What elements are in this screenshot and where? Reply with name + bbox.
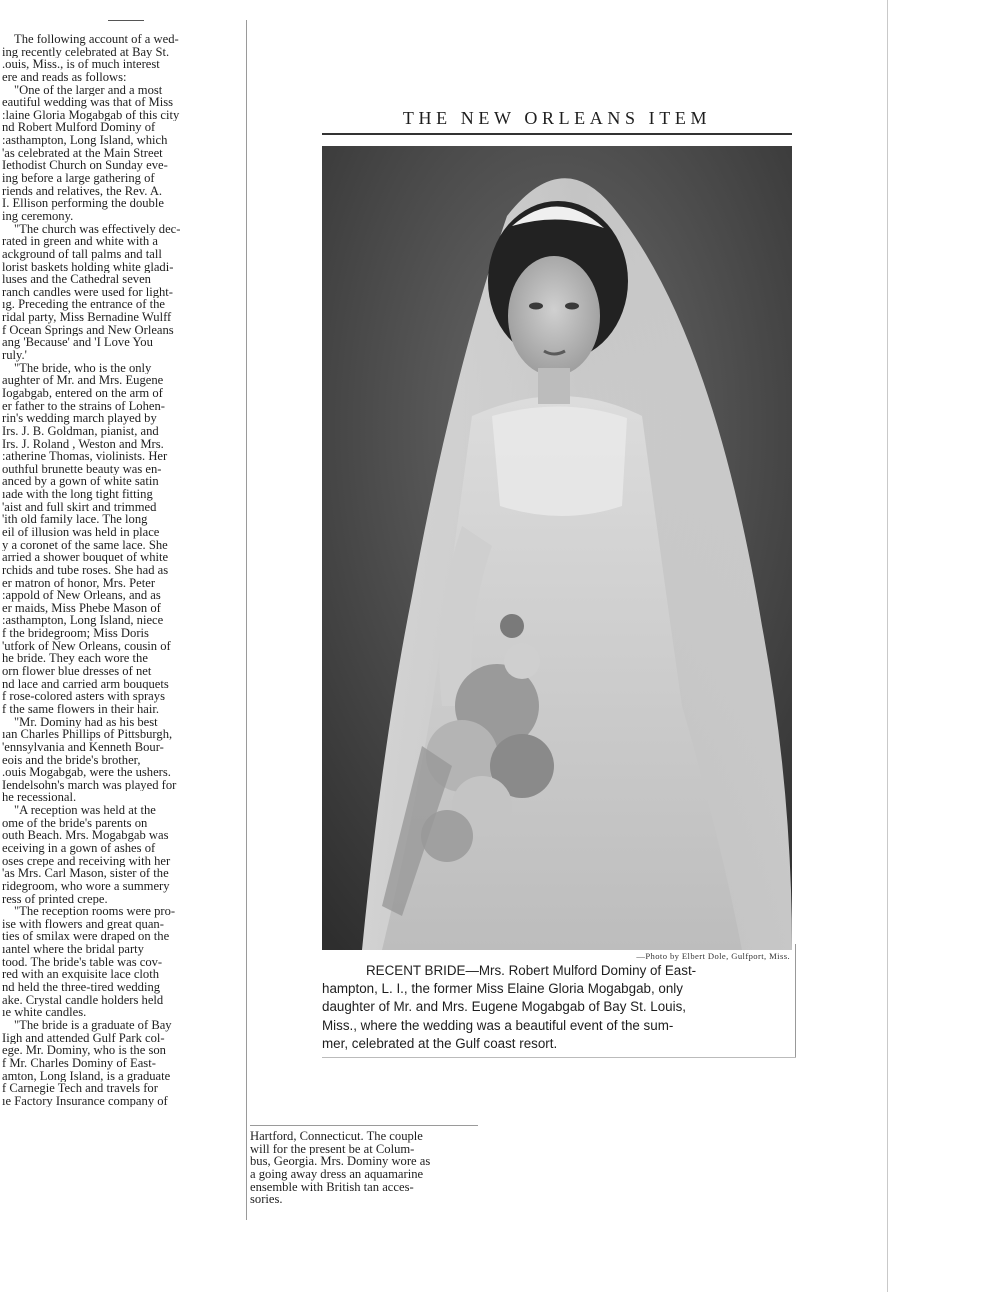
- photo-credit: —Photo by Elbert Dole, Gulfport, Miss.: [636, 951, 790, 961]
- text-line: f the bridegroom; Miss Doris: [2, 627, 149, 640]
- masthead-rule: [322, 133, 792, 135]
- article-top-rule: [108, 20, 144, 21]
- text-line: "One of the larger and a most: [14, 83, 163, 97]
- text-line: f Ocean Springs and New Orleans: [2, 323, 174, 337]
- text-line: 'as celebrated at the Main Street: [2, 146, 163, 160]
- text-line: outh Beach. Mrs. Mogabgab was: [2, 829, 169, 842]
- caption-bottom-rule: [322, 1057, 796, 1058]
- text-line: ridal party, Miss Bernadine Wulff: [2, 311, 172, 324]
- text-line: ıe white candles.: [2, 1006, 87, 1019]
- text-line: ensemble with British tan acces-: [250, 1180, 414, 1194]
- text-line: ridegroom, who wore a summery: [2, 879, 170, 893]
- caption-line: Miss., where the wedding was a beautiful event of the sum-: [322, 1017, 674, 1033]
- text-line: 'ith old family lace. The long: [2, 513, 148, 526]
- text-line: ang 'Because' and 'I Love You: [2, 336, 153, 350]
- text-line: lorist baskets holding white gladi-: [2, 260, 174, 274]
- text-line: ranch candles were used for light-: [2, 285, 173, 299]
- text-line: "The church was effectively dec-: [14, 222, 181, 236]
- text-line: The following account of a wed-: [14, 33, 179, 46]
- bride-photograph: [322, 146, 792, 950]
- text-line: will for the present be at Colum-: [250, 1142, 415, 1156]
- text-line: ress of printed crepe.: [2, 892, 108, 906]
- text-line: ıan Charles Phillips of Pittsburgh,: [2, 728, 173, 741]
- text-line: ıantel where the bridal party: [2, 943, 144, 956]
- text-line: ruly.': [2, 349, 27, 362]
- text-line: orn flower blue dresses of net: [2, 665, 152, 678]
- text-line: Iigh and attended Gulf Park col-: [2, 1031, 165, 1045]
- text-line: er father to the strains of Lohen-: [2, 399, 165, 413]
- text-line: 'ennsylvania and Kenneth Bour-: [2, 740, 164, 754]
- text-line: ıg. Preceding the entrance of the: [2, 298, 165, 312]
- text-line: nd lace and carried arm bouquets: [2, 677, 169, 691]
- text-line: :atherine Thomas, violinists. Her: [2, 450, 168, 463]
- text-line: I. Ellison performing the double: [2, 197, 164, 210]
- text-line: 'as Mrs. Carl Mason, sister of the: [2, 867, 169, 880]
- page-edge-line: [887, 0, 888, 1292]
- caption-line: daughter of Mr. and Mrs. Eugene Mogabgab of Bay St. Louis,: [322, 999, 686, 1015]
- text-line: :laine Gloria Mogabgab of this city: [2, 108, 180, 122]
- text-line: :asthampton, Long Island, niece: [2, 614, 164, 628]
- text-line: eceiving in a gown of ashes of: [2, 842, 156, 855]
- caption-line: hampton, L. I., the former Miss Elaine Gloria Mogabgab, only: [322, 981, 683, 997]
- article-column-left: [2, 33, 240, 1218]
- text-line: riends and relatives, the Rev. A.: [2, 184, 163, 198]
- text-line: "A reception was held at the: [14, 804, 156, 817]
- text-line: eil of illusion was held in place: [2, 525, 160, 539]
- caption-right-rule: [795, 944, 796, 1057]
- text-line: ackground of tall palms and tall: [2, 247, 162, 261]
- photo-caption: [322, 962, 792, 1053]
- text-line: :appold of New Orleans, and as: [2, 589, 161, 602]
- text-line: aughter of Mr. and Mrs. Eugene: [2, 374, 164, 387]
- text-line: oses crepe and receiving with her: [2, 854, 171, 868]
- text-line: amton, Long Island, is a graduate: [2, 1069, 171, 1083]
- text-line: .ouis, Miss., is of much interest: [2, 58, 160, 71]
- text-line: ise with flowers and great quan-: [2, 917, 164, 931]
- text-line: ing recently celebrated at Bay St.: [2, 45, 170, 59]
- text-line: a going away dress an aquamarine: [250, 1167, 424, 1181]
- text-line: f rose-colored asters with sprays: [2, 690, 165, 703]
- text-line: Iendelsohn's march was played for: [2, 778, 177, 792]
- text-line: outhful brunette beauty was en-: [2, 462, 162, 476]
- text-line: sories.: [250, 1193, 283, 1206]
- text-line: f Carnegie Tech and travels for: [2, 1082, 158, 1095]
- text-line: ege. Mr. Dominy, who is the son: [2, 1044, 166, 1057]
- text-line: ere and reads as follows:: [2, 70, 127, 84]
- text-line: arried a shower bouquet of white: [2, 551, 169, 564]
- text-line: anced by a gown of white satin: [2, 475, 159, 489]
- text-line: "The bride, who is the only: [14, 361, 152, 375]
- text-line: ıade with the long tight fitting: [2, 488, 153, 501]
- text-line: tood. The bride's table was cov-: [2, 955, 163, 969]
- text-line: ing before a large gathering of: [2, 172, 155, 185]
- text-line: "Mr. Dominy had as his best: [14, 715, 158, 729]
- bride-portrait-image: [322, 146, 792, 950]
- text-line: "The reception rooms were pro-: [14, 905, 176, 918]
- text-line: bus, Georgia. Mrs. Dominy wore as: [250, 1155, 431, 1168]
- text-line: eois and the bride's brother,: [2, 753, 141, 767]
- text-line: eautiful wedding was that of Miss: [2, 96, 174, 109]
- text-line: 'utfork of New Orleans, cousin of: [2, 639, 171, 653]
- text-line: Irs. J. Roland , Weston and Mrs.: [2, 437, 164, 451]
- text-line: er matron of honor, Mrs. Peter: [2, 576, 156, 590]
- text-line: y a coronet of the same lace. She: [2, 538, 168, 552]
- column-divider: [246, 20, 247, 1220]
- text-line: rin's wedding march played by: [2, 412, 157, 425]
- text-line: luses and the Cathedral seven: [2, 273, 151, 286]
- text-line: ake. Crystal candle holders held: [2, 993, 164, 1007]
- text-line: "The bride is a graduate of Bay: [14, 1018, 172, 1032]
- text-line: Iogabgab, entered on the arm of: [2, 386, 163, 400]
- text-line: he bride. They each wore the: [2, 652, 148, 666]
- text-line: .ouis Mogabgab, were the ushers.: [2, 766, 171, 779]
- text-line: f Mr. Charles Dominy of East-: [2, 1056, 156, 1070]
- text-line: Hartford, Connecticut. The couple: [250, 1130, 423, 1143]
- text-line: ties of smilax were draped on the: [2, 930, 170, 944]
- text-line: er maids, Miss Phebe Mason of: [2, 601, 161, 615]
- text-line: nd held the three-tired wedding: [2, 981, 161, 994]
- text-line: Iethodist Church on Sunday eve-: [2, 159, 168, 173]
- text-line: f the same flowers in their hair.: [2, 702, 160, 716]
- masthead: THE NEW ORLEANS ITEM: [402, 108, 712, 128]
- caption-line: mer, celebrated at the Gulf coast resort.: [322, 1035, 558, 1051]
- text-line: nd Robert Mulford Dominy of: [2, 121, 156, 135]
- text-line: ing ceremony.: [2, 209, 74, 223]
- text-line: he recessional.: [2, 791, 77, 805]
- article-continuation-column: [250, 1130, 478, 1220]
- text-line: rchids and tube roses. She had as: [2, 563, 169, 577]
- text-line: ome of the bride's parents on: [2, 816, 148, 830]
- text-line: Irs. J. B. Goldman, pianist, and: [2, 424, 159, 438]
- text-line: red with an exquisite lace cloth: [2, 968, 160, 982]
- caption-line: RECENT BRIDE—Mrs. Robert Mulford Dominy of East-: [366, 963, 697, 978]
- text-line: ıe Factory Insurance company of: [2, 1094, 168, 1108]
- text-line: :asthampton, Long Island, which: [2, 134, 168, 147]
- continuation-top-rule: [250, 1125, 478, 1126]
- text-line: 'aist and full skirt and trimmed: [2, 500, 157, 514]
- text-line: rated in green and white with a: [2, 235, 158, 248]
